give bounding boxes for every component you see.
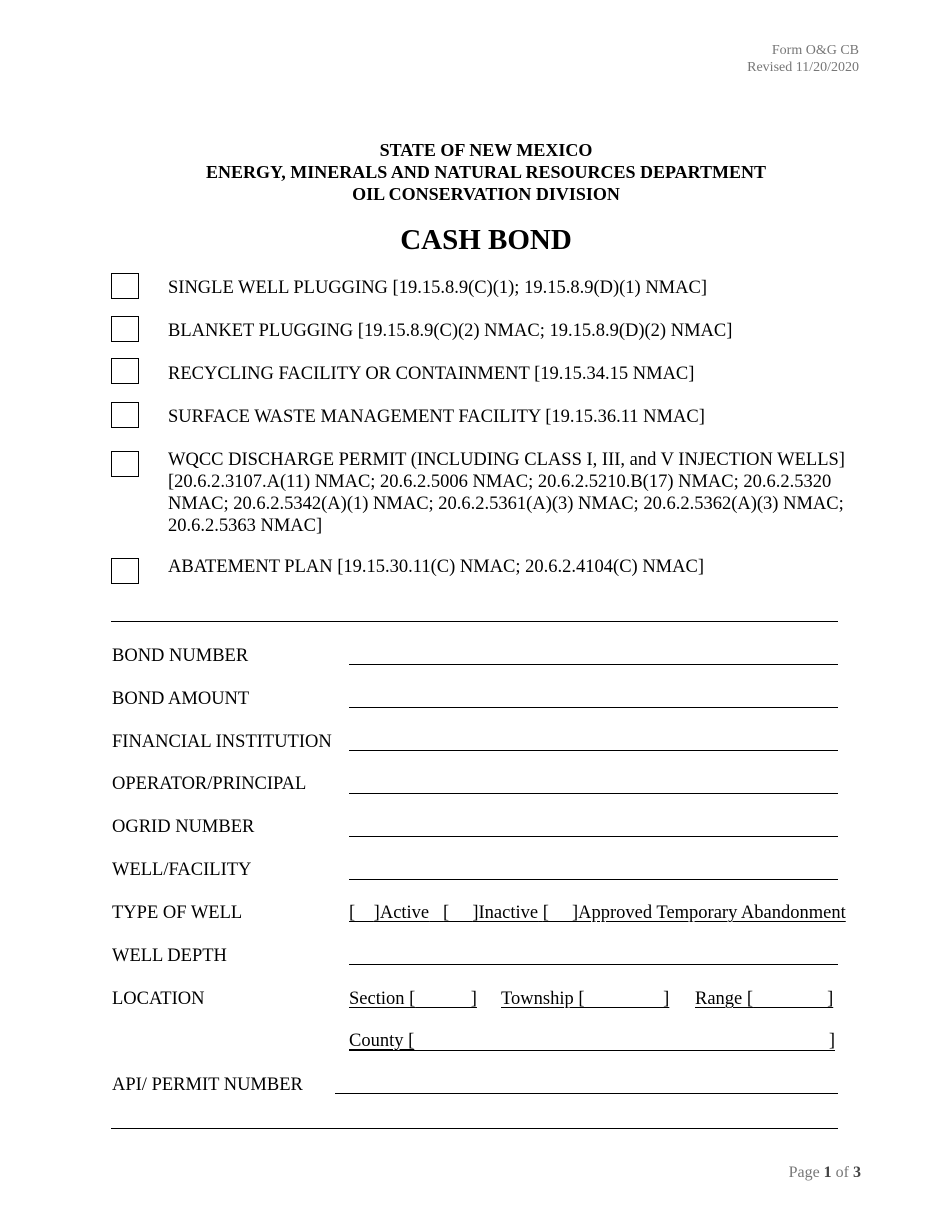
checkbox-label-recycling-facility: RECYCLING FACILITY OR CONTAINMENT [19.15.34.15 NMAC] — [168, 364, 695, 384]
header-department: ENERGY, MINERALS AND NATURAL RESOURCES DEPARTMENT — [205, 162, 767, 182]
county-close-bracket: ] — [828, 1031, 835, 1051]
api-permit-number-field[interactable] — [335, 1093, 838, 1094]
well-facility-field[interactable] — [349, 879, 838, 880]
form-reference — [747, 42, 859, 76]
type-of-well-active-option[interactable]: [ ]Active — [349, 903, 430, 923]
financial-institution-label: FINANCIAL INSTITUTION — [112, 732, 332, 752]
agency-header — [0, 139, 950, 205]
checkbox-label-surface-waste-management: SURFACE WASTE MANAGEMENT FACILITY [19.15.36.11 NMAC] — [168, 407, 705, 427]
operator-principal-field[interactable] — [349, 793, 838, 794]
location-county-field[interactable] — [349, 1031, 835, 1052]
header-division: OIL CONSERVATION DIVISION — [352, 184, 620, 204]
ogrid-number-label: OGRID NUMBER — [112, 817, 255, 837]
location-label: LOCATION — [112, 989, 205, 1009]
location-section-label: Section [ — [349, 989, 416, 1009]
well-depth-field[interactable] — [349, 964, 838, 965]
location-county-underline — [349, 1050, 835, 1051]
checkbox-wqcc-discharge-permit[interactable] — [111, 451, 139, 477]
checkbox-label-blanket-plugging: BLANKET PLUGGING [19.15.8.9(C)(2) NMAC; 19.15.8.9(D)(2) NMAC] — [168, 321, 733, 341]
well-facility-label: WELL/FACILITY — [112, 860, 252, 880]
location-township-label: Township [ — [501, 989, 585, 1009]
checkbox-label-single-well-plugging: SINGLE WELL PLUGGING [19.15.8.9(C)(1); 19.15.8.9(D)(1) NMAC] — [168, 278, 707, 298]
form-revision-date: Revised 11/20/2020 — [747, 60, 859, 75]
checkbox-single-well-plugging[interactable] — [111, 273, 139, 299]
checkbox-surface-waste-management[interactable] — [111, 402, 139, 428]
bond-amount-field[interactable] — [349, 707, 838, 708]
page-word: Page — [788, 1164, 820, 1181]
type-of-well-inactive-option[interactable]: [ ]Inactive — [443, 903, 539, 923]
section-divider-bottom — [111, 1128, 838, 1129]
location-section-field[interactable]: Section [ ] — [349, 989, 477, 1009]
location-range-field[interactable]: Range [ ] — [695, 989, 834, 1009]
bond-number-field[interactable] — [349, 664, 838, 665]
location-range-label: Range [ — [695, 989, 754, 1009]
ogrid-number-field[interactable] — [349, 836, 838, 837]
page-current: 1 — [823, 1164, 832, 1181]
location-township-field[interactable]: Township [ ] — [501, 989, 670, 1009]
type-of-well-inactive-label: ]Inactive — [472, 903, 539, 923]
financial-institution-field[interactable] — [349, 750, 838, 751]
header-state: STATE OF NEW MEXICO — [379, 140, 593, 160]
checkbox-blanket-plugging[interactable] — [111, 316, 139, 342]
well-depth-label: WELL DEPTH — [112, 946, 227, 966]
page-total: 3 — [853, 1164, 861, 1181]
type-of-well-active-label: ]Active — [373, 903, 430, 923]
page-number — [789, 1164, 861, 1182]
checkbox-abatement-plan[interactable] — [111, 558, 139, 584]
checkbox-label-wqcc-discharge-permit: WQCC DISCHARGE PERMIT (INCLUDING CLASS I, III, and V INJECTION WELLS] [20.6.2.3107.A(11) NMAC; 20.6.2.5006 NMAC; 20.6.2.5210.B(17) NMAC; 20.6.2.5320 NMAC; 20.6.2.5342(A)(1) NMAC; 20.6.2.5361(A)(3) NMAC; 20.6.2.5362(A)(3) NMAC; 20.6.2.5363 NMAC] — [168, 450, 845, 536]
api-permit-number-label: API/ PERMIT NUMBER — [112, 1075, 303, 1095]
type-of-well-ta-label: ]Approved Temporary Abandonment — [572, 903, 846, 923]
operator-principal-label: OPERATOR/PRINCIPAL — [112, 774, 307, 794]
checkbox-label-abatement-plan: ABATEMENT PLAN [19.15.30.11(C) NMAC; 20.6.2.4104(C) NMAC] — [168, 557, 704, 577]
form-code: Form O&G CB — [771, 43, 859, 58]
page-title: CASH BOND — [400, 224, 572, 256]
bond-number-label: BOND NUMBER — [112, 646, 249, 666]
of-word: of — [835, 1164, 849, 1181]
type-of-well-ta-option[interactable]: [ ]Approved Temporary Abandonment — [542, 903, 846, 923]
section-divider-top — [111, 621, 838, 622]
location-county-label: County [ — [349, 1031, 415, 1051]
checkbox-recycling-facility[interactable] — [111, 358, 139, 384]
type-of-well-label: TYPE OF WELL — [112, 903, 243, 923]
bond-amount-label: BOND AMOUNT — [112, 689, 250, 709]
type-of-well-options — [349, 903, 846, 924]
